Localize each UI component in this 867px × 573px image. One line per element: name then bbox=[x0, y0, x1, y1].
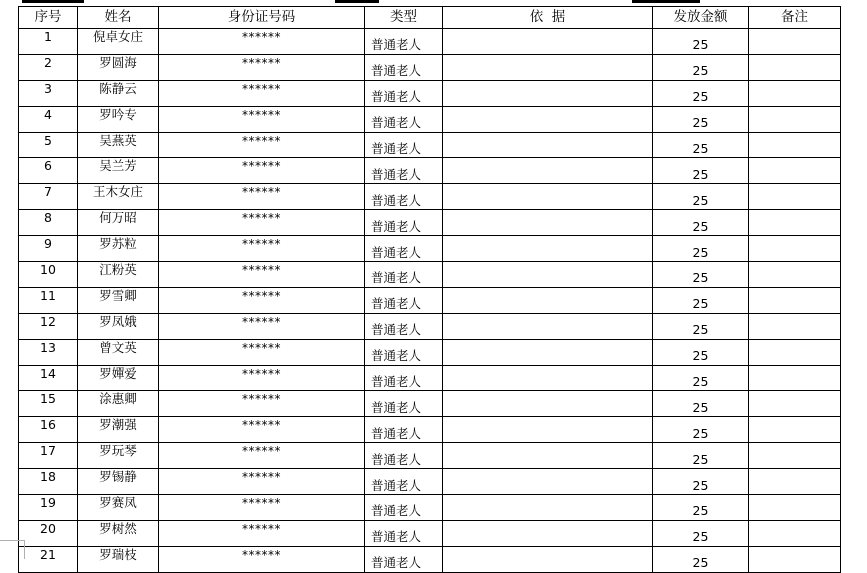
cell-amount: 25 bbox=[653, 236, 749, 262]
cell-type: 普通老人 bbox=[365, 495, 443, 521]
cell-no: 4 bbox=[19, 106, 78, 132]
cell-note bbox=[749, 29, 841, 55]
cell-note bbox=[749, 236, 841, 262]
cell-note bbox=[749, 443, 841, 469]
subsidy-table bbox=[18, 6, 841, 573]
cell-basis bbox=[443, 495, 653, 521]
cell-id-number: ****** bbox=[159, 80, 365, 106]
cell-name: 罗凤娥 bbox=[78, 313, 159, 339]
cell-no: 3 bbox=[19, 80, 78, 106]
table-row bbox=[19, 29, 841, 55]
header-type: 类型 bbox=[365, 7, 443, 29]
cell-no: 7 bbox=[19, 184, 78, 210]
cell-type: 普通老人 bbox=[365, 339, 443, 365]
cell-no: 14 bbox=[19, 365, 78, 391]
cell-type: 普通老人 bbox=[365, 80, 443, 106]
cell-type: 普通老人 bbox=[365, 54, 443, 80]
header-id-number: 身份证号码 bbox=[159, 7, 365, 29]
table-row bbox=[19, 184, 841, 210]
cell-no: 9 bbox=[19, 236, 78, 262]
cell-id-number: ****** bbox=[159, 184, 365, 210]
cell-note bbox=[749, 132, 841, 158]
cell-amount: 25 bbox=[653, 80, 749, 106]
cell-note bbox=[749, 54, 841, 80]
cell-amount: 25 bbox=[653, 54, 749, 80]
cell-amount: 25 bbox=[653, 313, 749, 339]
cell-amount: 25 bbox=[653, 184, 749, 210]
cell-basis bbox=[443, 54, 653, 80]
cell-name: 罗玩琴 bbox=[78, 443, 159, 469]
cell-basis bbox=[443, 158, 653, 184]
cell-type: 普通老人 bbox=[365, 236, 443, 262]
cell-amount: 25 bbox=[653, 469, 749, 495]
header-note: 备注 bbox=[749, 7, 841, 29]
cell-basis bbox=[443, 443, 653, 469]
cell-no: 20 bbox=[19, 520, 78, 546]
cell-type: 普通老人 bbox=[365, 417, 443, 443]
cell-amount: 25 bbox=[653, 132, 749, 158]
cell-name: 罗圆海 bbox=[78, 54, 159, 80]
page-corner-mark bbox=[24, 540, 25, 559]
cell-type: 普通老人 bbox=[365, 391, 443, 417]
cell-note bbox=[749, 339, 841, 365]
table-row bbox=[19, 443, 841, 469]
cell-no: 12 bbox=[19, 313, 78, 339]
cell-note bbox=[749, 158, 841, 184]
cell-no: 2 bbox=[19, 54, 78, 80]
cell-id-number: ****** bbox=[159, 132, 365, 158]
cell-note bbox=[749, 287, 841, 313]
cell-basis bbox=[443, 469, 653, 495]
cell-basis bbox=[443, 313, 653, 339]
cell-name: 江粉英 bbox=[78, 262, 159, 288]
cell-note bbox=[749, 469, 841, 495]
cell-name: 罗吟专 bbox=[78, 106, 159, 132]
cell-basis bbox=[443, 417, 653, 443]
cell-amount: 25 bbox=[653, 106, 749, 132]
cell-basis bbox=[443, 339, 653, 365]
cell-id-number: ****** bbox=[159, 520, 365, 546]
cell-no: 8 bbox=[19, 210, 78, 236]
cell-no: 15 bbox=[19, 391, 78, 417]
cell-type: 普通老人 bbox=[365, 287, 443, 313]
cell-id-number: ****** bbox=[159, 546, 365, 572]
cell-amount: 25 bbox=[653, 443, 749, 469]
cell-amount: 25 bbox=[653, 29, 749, 55]
header-no: 序号 bbox=[19, 7, 78, 29]
table-row bbox=[19, 339, 841, 365]
cell-type: 普通老人 bbox=[365, 546, 443, 572]
cell-name: 倪卓女庄 bbox=[78, 29, 159, 55]
cell-no: 10 bbox=[19, 262, 78, 288]
cell-basis bbox=[443, 287, 653, 313]
cell-note bbox=[749, 365, 841, 391]
clipped-heading-fragment bbox=[22, 0, 84, 3]
cell-type: 普通老人 bbox=[365, 106, 443, 132]
table-row bbox=[19, 391, 841, 417]
cell-basis bbox=[443, 106, 653, 132]
cell-no: 11 bbox=[19, 287, 78, 313]
cell-name: 罗苏粒 bbox=[78, 236, 159, 262]
table-row bbox=[19, 287, 841, 313]
cell-amount: 25 bbox=[653, 365, 749, 391]
cell-basis bbox=[443, 80, 653, 106]
cell-note bbox=[749, 106, 841, 132]
cell-no: 17 bbox=[19, 443, 78, 469]
cell-id-number: ****** bbox=[159, 443, 365, 469]
cell-name: 吴燕英 bbox=[78, 132, 159, 158]
table-row bbox=[19, 236, 841, 262]
cell-amount: 25 bbox=[653, 262, 749, 288]
cell-type: 普通老人 bbox=[365, 262, 443, 288]
table-row bbox=[19, 546, 841, 572]
cell-amount: 25 bbox=[653, 391, 749, 417]
table-row bbox=[19, 495, 841, 521]
cell-id-number: ****** bbox=[159, 210, 365, 236]
table-row bbox=[19, 106, 841, 132]
cell-note bbox=[749, 391, 841, 417]
header-row bbox=[19, 7, 841, 29]
cell-id-number: ****** bbox=[159, 236, 365, 262]
header-amount: 发放金额 bbox=[653, 7, 749, 29]
cell-amount: 25 bbox=[653, 495, 749, 521]
cell-type: 普通老人 bbox=[365, 313, 443, 339]
cell-name: 曾文英 bbox=[78, 339, 159, 365]
cell-amount: 25 bbox=[653, 210, 749, 236]
cell-basis bbox=[443, 365, 653, 391]
cell-no: 21 bbox=[19, 546, 78, 572]
cell-no: 6 bbox=[19, 158, 78, 184]
cell-basis bbox=[443, 184, 653, 210]
header-basis: 依 据 bbox=[443, 7, 653, 29]
cell-name: 罗赛凤 bbox=[78, 495, 159, 521]
header-name: 姓名 bbox=[78, 7, 159, 29]
cell-id-number: ****** bbox=[159, 417, 365, 443]
cell-basis bbox=[443, 520, 653, 546]
cell-note bbox=[749, 262, 841, 288]
cell-basis bbox=[443, 546, 653, 572]
cell-note bbox=[749, 184, 841, 210]
cell-amount: 25 bbox=[653, 287, 749, 313]
cell-name: 陈静云 bbox=[78, 80, 159, 106]
cell-name: 罗瑞枝 bbox=[78, 546, 159, 572]
cell-basis bbox=[443, 132, 653, 158]
cell-name: 吴兰芳 bbox=[78, 158, 159, 184]
cell-type: 普通老人 bbox=[365, 443, 443, 469]
cell-type: 普通老人 bbox=[365, 184, 443, 210]
cell-note bbox=[749, 80, 841, 106]
cell-note bbox=[749, 417, 841, 443]
cell-amount: 25 bbox=[653, 339, 749, 365]
cell-amount: 25 bbox=[653, 520, 749, 546]
cell-amount: 25 bbox=[653, 546, 749, 572]
cell-amount: 25 bbox=[653, 158, 749, 184]
cell-note bbox=[749, 313, 841, 339]
cell-name: 罗嬋爱 bbox=[78, 365, 159, 391]
cell-id-number: ****** bbox=[159, 469, 365, 495]
table-body bbox=[19, 29, 841, 573]
cell-id-number: ****** bbox=[159, 495, 365, 521]
cell-id-number: ****** bbox=[159, 106, 365, 132]
cell-no: 18 bbox=[19, 469, 78, 495]
cell-note bbox=[749, 520, 841, 546]
table-row bbox=[19, 262, 841, 288]
cell-id-number: ****** bbox=[159, 29, 365, 55]
clipped-heading-fragment bbox=[632, 0, 700, 3]
clipped-heading-fragment bbox=[335, 0, 379, 3]
cell-no: 13 bbox=[19, 339, 78, 365]
cell-id-number: ****** bbox=[159, 391, 365, 417]
cell-type: 普通老人 bbox=[365, 158, 443, 184]
cell-type: 普通老人 bbox=[365, 132, 443, 158]
cell-id-number: ****** bbox=[159, 313, 365, 339]
cell-id-number: ****** bbox=[159, 262, 365, 288]
cell-no: 19 bbox=[19, 495, 78, 521]
table-row bbox=[19, 417, 841, 443]
table-row bbox=[19, 313, 841, 339]
cell-note bbox=[749, 495, 841, 521]
cell-basis bbox=[443, 262, 653, 288]
cell-type: 普通老人 bbox=[365, 365, 443, 391]
table-row bbox=[19, 520, 841, 546]
cell-id-number: ****** bbox=[159, 365, 365, 391]
cell-no: 16 bbox=[19, 417, 78, 443]
cell-name: 罗雪卿 bbox=[78, 287, 159, 313]
cell-id-number: ****** bbox=[159, 287, 365, 313]
cell-type: 普通老人 bbox=[365, 469, 443, 495]
cell-name: 罗树然 bbox=[78, 520, 159, 546]
table-row bbox=[19, 365, 841, 391]
table-row bbox=[19, 132, 841, 158]
table-row bbox=[19, 210, 841, 236]
cell-id-number: ****** bbox=[159, 54, 365, 80]
cell-type: 普通老人 bbox=[365, 210, 443, 236]
table-row bbox=[19, 158, 841, 184]
cell-id-number: ****** bbox=[159, 158, 365, 184]
table-row bbox=[19, 54, 841, 80]
table-row bbox=[19, 469, 841, 495]
table-header bbox=[19, 7, 841, 29]
cell-basis bbox=[443, 210, 653, 236]
cell-note bbox=[749, 546, 841, 572]
cell-note bbox=[749, 210, 841, 236]
cell-name: 罗潮强 bbox=[78, 417, 159, 443]
cell-basis bbox=[443, 236, 653, 262]
cell-name: 罗锡静 bbox=[78, 469, 159, 495]
page-corner-mark bbox=[0, 540, 24, 541]
cell-no: 1 bbox=[19, 29, 78, 55]
cell-basis bbox=[443, 391, 653, 417]
cell-amount: 25 bbox=[653, 417, 749, 443]
table-row bbox=[19, 80, 841, 106]
cell-id-number: ****** bbox=[159, 339, 365, 365]
cell-type: 普通老人 bbox=[365, 520, 443, 546]
cell-name: 涂惠卿 bbox=[78, 391, 159, 417]
cell-no: 5 bbox=[19, 132, 78, 158]
cell-basis bbox=[443, 29, 653, 55]
cell-name: 王木女庄 bbox=[78, 184, 159, 210]
cell-type: 普通老人 bbox=[365, 29, 443, 55]
cell-name: 何万昭 bbox=[78, 210, 159, 236]
